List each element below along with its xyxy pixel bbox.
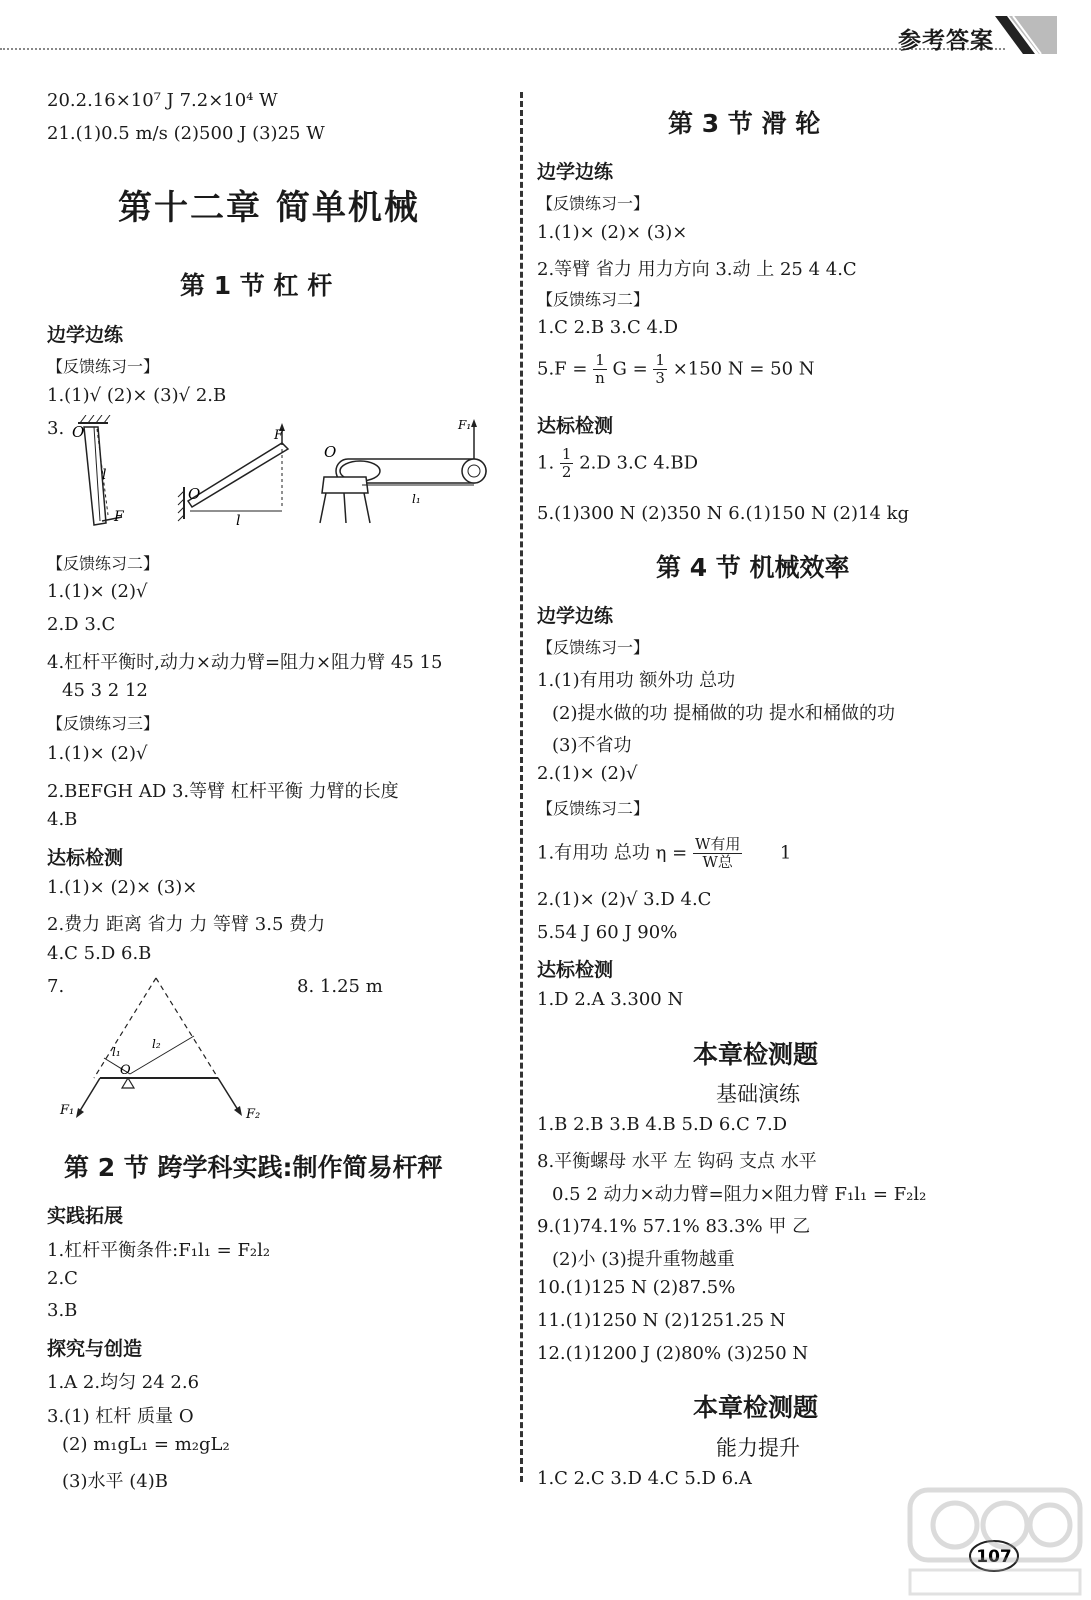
answer-line: 3.B bbox=[47, 1300, 78, 1321]
label-O: O bbox=[324, 443, 337, 461]
answer-line: 4.C 5.D 6.B bbox=[47, 943, 152, 964]
answer-line: 21.(1)0.5 m/s (2)500 J (3)25 W bbox=[47, 123, 325, 144]
answer-line: 8. 1.25 m bbox=[297, 976, 383, 997]
formula-line bbox=[537, 352, 815, 387]
exercise-label: 【反馈练习二】 bbox=[537, 290, 650, 309]
formula-line bbox=[537, 446, 698, 481]
answer-line: 5.54 J 60 J 90% bbox=[537, 922, 678, 943]
answer-line: 1.(1)× (2)√ bbox=[47, 743, 148, 764]
formula-text: 2.D 3.C 4.BD bbox=[579, 452, 699, 474]
answer-line: 3. bbox=[47, 418, 65, 439]
label-l: l bbox=[236, 513, 241, 529]
answer-line: 1.D 2.A 3.300 N bbox=[537, 989, 684, 1010]
answer-line: 1.A 2.均匀 24 2.6 bbox=[47, 1372, 200, 1393]
column-divider bbox=[520, 92, 523, 1482]
formula-text: 1. bbox=[537, 452, 555, 474]
answer-line: 1.(1)× (2)√ bbox=[47, 581, 148, 602]
exercise-label: 【反馈练习一】 bbox=[537, 638, 650, 657]
exercise-label: 【反馈练习二】 bbox=[537, 799, 650, 818]
answer-line: 10.(1)125 N (2)87.5% bbox=[537, 1277, 736, 1298]
exercise-label: 【反馈练习三】 bbox=[47, 714, 160, 733]
chapter-title: 第十二章 简单机械 bbox=[118, 188, 420, 228]
answer-line: 2.C bbox=[47, 1268, 78, 1289]
label-O: O bbox=[72, 423, 85, 441]
test-title: 本章检测题 bbox=[693, 1040, 819, 1069]
label-F1: F₁ bbox=[60, 1103, 75, 1118]
label-F2: F₂ bbox=[246, 1107, 261, 1120]
numerator: 1 bbox=[655, 351, 665, 369]
formula-text: ×150 N = 50 N bbox=[672, 358, 815, 380]
efficiency-fraction bbox=[693, 836, 742, 871]
answer-line: (2)小 (3)提升重物越重 bbox=[552, 1249, 735, 1270]
answer-line: 1.(1)× (2)× (3)× bbox=[537, 222, 688, 243]
numerator: 1 bbox=[595, 351, 605, 369]
formula-line bbox=[537, 836, 791, 871]
answer-line: 9.(1)74.1% 57.1% 83.3% 甲 乙 bbox=[537, 1216, 811, 1237]
answer-line: (2) m₁gL₁ = m₂gL₂ bbox=[62, 1434, 230, 1455]
answer-line: 20.2.16×10⁷ J 7.2×10⁴ W bbox=[47, 90, 278, 111]
answer-line: 11.(1)1250 N (2)1251.25 N bbox=[537, 1310, 786, 1331]
formula-text: G = bbox=[612, 358, 648, 380]
answer-line: 1.(1)× (2)× (3)× bbox=[47, 877, 198, 898]
answer-line: 2.(1)× (2)√ bbox=[537, 763, 638, 784]
section-title: 第 4 节 机械效率 bbox=[656, 553, 850, 582]
label-l1: l₁ bbox=[412, 492, 421, 506]
test-title: 本章检测题 bbox=[693, 1393, 819, 1422]
answer-line: (3)水平 (4)B bbox=[62, 1471, 168, 1492]
fraction bbox=[593, 352, 607, 387]
label-l2: l₂ bbox=[152, 1037, 161, 1051]
answer-line: 4.杠杆平衡时,动力×动力臂=阻力×阻力臂 45 15 bbox=[47, 652, 443, 673]
label-F1: F₁ bbox=[458, 418, 472, 432]
subsection-title: 边学边练 bbox=[537, 161, 614, 183]
answer-line: 7. bbox=[47, 976, 65, 997]
header-divider bbox=[0, 48, 1005, 50]
answer-line: 4.B bbox=[47, 809, 78, 830]
subsection-title: 达标检测 bbox=[537, 959, 614, 981]
subsection-title: 达标检测 bbox=[47, 847, 124, 869]
answer-line: 1.(1)有用功 额外功 总功 bbox=[537, 670, 736, 691]
label-l1: l₁ bbox=[112, 1045, 121, 1059]
answer-line: 1.B 2.B 3.B 4.B 5.D 6.C 7.D bbox=[537, 1114, 788, 1135]
answer-line: 1.(1)√ (2)× (3)√ 2.B bbox=[47, 385, 227, 406]
denominator: W总 bbox=[702, 853, 733, 871]
lever-diagram bbox=[66, 415, 496, 530]
answer-line: 0.5 2 动力×动力臂=阻力×阻力臂 F₁l₁ = F₂l₂ bbox=[552, 1184, 927, 1205]
section-title: 第 3 节 滑 轮 bbox=[668, 109, 821, 138]
label-O: O bbox=[188, 485, 201, 503]
label-F: F bbox=[114, 509, 124, 525]
fraction bbox=[560, 446, 574, 481]
subsection-title: 实践拓展 bbox=[47, 1205, 124, 1227]
answer-line: 5.(1)300 N (2)350 N 6.(1)150 N (2)14 kg bbox=[537, 503, 910, 524]
denominator: n bbox=[595, 369, 605, 387]
denominator: 3 bbox=[655, 369, 665, 387]
force-diagram bbox=[56, 970, 276, 1120]
label-l: l bbox=[102, 467, 107, 483]
exercise-label: 【反馈练习一】 bbox=[537, 194, 650, 213]
subsection-title: 探究与创造 bbox=[47, 1338, 143, 1360]
watermark-logo bbox=[900, 1480, 1090, 1600]
numerator: 1 bbox=[561, 445, 572, 463]
numerator: W有用 bbox=[694, 835, 741, 853]
test-subtitle: 能力提升 bbox=[716, 1436, 800, 1460]
formula-text: 1.有用功 总功 η = bbox=[537, 842, 688, 864]
header-title: 参考答案 bbox=[898, 28, 994, 54]
section-title: 第 2 节 跨学科实践:制作简易杆秤 bbox=[64, 1153, 443, 1182]
formula-text: 5.F = bbox=[537, 358, 588, 380]
answer-line: 1.杠杆平衡条件:F₁l₁ = F₂l₂ bbox=[47, 1240, 271, 1261]
answer-line: 2.BEFGH AD 3.等臂 杠杆平衡 力臂的长度 bbox=[47, 781, 399, 802]
denominator: 2 bbox=[561, 463, 572, 481]
answer-line: 8.平衡螺母 水平 左 钩码 支点 水平 bbox=[537, 1151, 817, 1172]
header-decoration-icon bbox=[995, 16, 1057, 56]
answer-line: 2.等臂 省力 用力方向 3.动 上 25 4 4.C bbox=[537, 259, 857, 280]
subsection-title: 达标检测 bbox=[537, 415, 614, 437]
label-F: F bbox=[274, 428, 284, 443]
answer-line: 45 3 2 12 bbox=[62, 680, 148, 701]
page-number: 107 bbox=[976, 1547, 1012, 1567]
exercise-label: 【反馈练习二】 bbox=[47, 554, 160, 573]
answer-line: (2)提水做的功 提桶做的功 提水和桶做的功 bbox=[552, 703, 895, 724]
formula-text: 1 bbox=[779, 842, 792, 864]
answer-line: 1.C 2.C 3.D 4.C 5.D 6.A bbox=[537, 1468, 752, 1489]
subsection-title: 边学边练 bbox=[47, 324, 124, 346]
answer-line: 1.C 2.B 3.C 4.D bbox=[537, 317, 679, 338]
answer-line: 3.(1) 杠杆 质量 O bbox=[47, 1406, 194, 1427]
exercise-label: 【反馈练习一】 bbox=[47, 357, 160, 376]
section-title: 第 1 节 杠 杆 bbox=[180, 271, 333, 300]
fraction bbox=[653, 352, 667, 387]
answer-line: 2.D 3.C bbox=[47, 614, 116, 635]
answer-line: 12.(1)1200 J (2)80% (3)250 N bbox=[537, 1343, 809, 1364]
test-subtitle: 基础演练 bbox=[716, 1082, 800, 1106]
answer-line: 2.(1)× (2)√ 3.D 4.C bbox=[537, 889, 712, 910]
answer-line: (3)不省功 bbox=[552, 735, 632, 756]
answer-line: 2.费力 距离 省力 力 等臂 3.5 费力 bbox=[47, 914, 326, 935]
subsection-title: 边学边练 bbox=[537, 605, 614, 627]
label-O: O bbox=[120, 1063, 131, 1078]
